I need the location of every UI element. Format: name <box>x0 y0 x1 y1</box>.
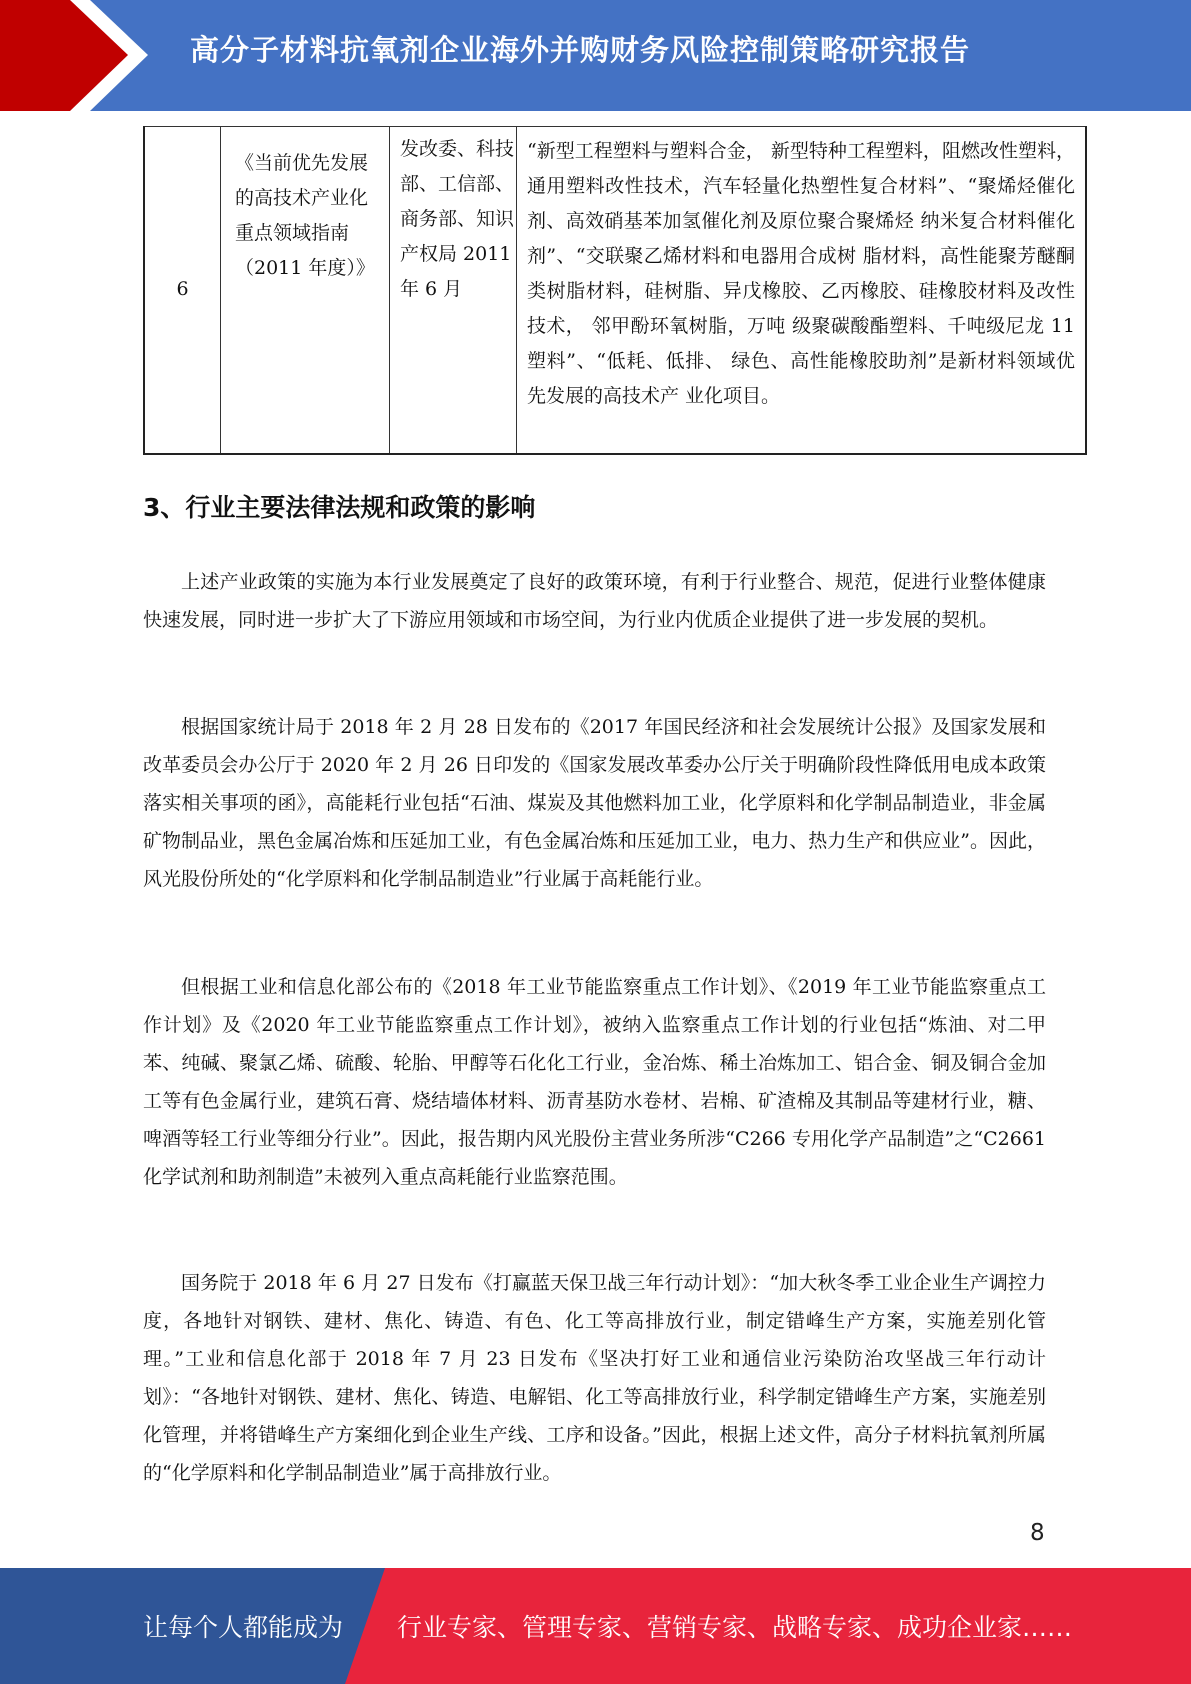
policy-name: 《当前优先发展的高技术产业化重点领域指南（2011 年度）》 <box>235 152 375 279</box>
section-heading: 3、行业主要法律法规和政策的影响 <box>143 493 536 522</box>
footer-slogan-left: 让每个人都能成为 <box>143 1613 344 1642</box>
content-cell <box>517 127 1087 454</box>
department-cell <box>390 127 517 454</box>
paragraph: 根据国家统计局于 2018 年 2 月 28 日发布的《2017 年国民经济和社会发展统计公报》及国家发展和改革委员会办公厅于 2020 年 2 月 26 日印发的《国家发展改革委办公厅关于明确阶段性降低用电成本政策落实相关事项的函》，高能耗行业包括“石油、煤炭及其他燃料加工业，化学原料和化学制品制造业，非金属矿物制品业，黑色金属冶炼和压延加工业，有色金属冶炼和压延加工业，电力、热力生产和供应业”。因此，风光股份所处的“化学原料和化学制品制造业”行业属于高耗能行业。 <box>143 716 1046 890</box>
page-footer <box>0 1568 1191 1684</box>
departments: 发改委、科技部、工信部、商务部、知识产权局 2011 年 6 月 <box>400 138 515 300</box>
header-title: 高分子材料抗氧剂企业海外并购财务风险控制策略研究报告 <box>190 33 971 67</box>
footer-slogan-right: 行业专家、管理专家、营销专家、战略专家、成功企业家…… <box>397 1613 1073 1642</box>
table-row <box>144 127 1086 454</box>
row-number: 6 <box>144 127 221 454</box>
paragraph: 国务院于 2018 年 6 月 27 日发布《打赢蓝天保卫战三年行动计划》：“加大秋冬季工业企业生产调控力度，各地针对钢铁、建材、焦化、铸造、有色、化工等高排放行业，制定错峰生产方案，实施差别化管理。”工业和信息化部于 2018 年 7 月 23 日发布《坚决打好工业和通信业污染防治攻坚战三年行动计划》：“各地针对钢铁、建材、焦化、铸造、电解铝、化工等高排放行业，科学制定错峰生产方案，实施差别化管理，并将错峰生产方案细化到企业生产线、工序和设备。”因此，根据上述文件，高分子材料抗氧剂所属的“化学原料和化学制品制造业”属于高排放行业。 <box>143 1272 1046 1484</box>
policy-name-cell <box>221 127 390 454</box>
header-arrow-icon <box>0 0 160 111</box>
paragraph: 但根据工业和信息化部公布的《2018 年工业节能监察重点工作计划》、《2019 年工业节能监察重点工作计划》及《2020 年工业节能监察重点工作计划》，被纳入监察重点工作计划的行业包括“炼油、对二甲苯、纯碱、聚氯乙烯、硫酸、轮胎、甲醇等石化化工行业，金冶炼、稀土冶炼加工、铝合金、铜及铜合金加工等有色金属行业，建筑石膏、烧结墙体材料、沥青基防水卷材、岩棉、矿渣棉及其制品等建材行业，糖、啤酒等轻工行业等细分行业”。因此，报告期内风光股份主营业务所涉“C266 专用化学产品制造”之“C2661 化学试剂和助剂制造”未被列入重点高耗能行业监察范围。 <box>143 976 1046 1188</box>
policy-table <box>143 126 1087 455</box>
page-header <box>0 0 1191 111</box>
paragraph: 上述产业政策的实施为本行业发展奠定了良好的政策环境，有利于行业整合、规范，促进行业整体健康快速发展，同时进一步扩大了下游应用领域和市场空间，为行业内优质企业提供了进一步发展的契机。 <box>143 571 1046 631</box>
page-number: 8 <box>1030 1520 1045 1546</box>
policy-content: “新型工程塑料与塑料合金， 新型特种工程塑料，阻燃改性塑料， 通用塑料改性技术，汽车轻量化热塑性复合材料”、“聚烯烃催化剂、高效硝基苯加氢催化剂及原位聚合聚烯烃 纳米复合材料催化剂”、“交联聚乙烯材料和电器用合成树 脂材料，高性能聚芳醚酮类树脂材料，硅树脂、异戊橡胶、乙丙橡胶、硅橡胶材料及改性技术， 邻甲酚环氧树脂，万吨 级聚碳酸酯塑料、千吨级尼龙 11 塑料”、“低耗、低排、 绿色、高性能橡胶助剂”是新材料领域优先发展的高技术产 业化项目。 <box>527 140 1075 407</box>
